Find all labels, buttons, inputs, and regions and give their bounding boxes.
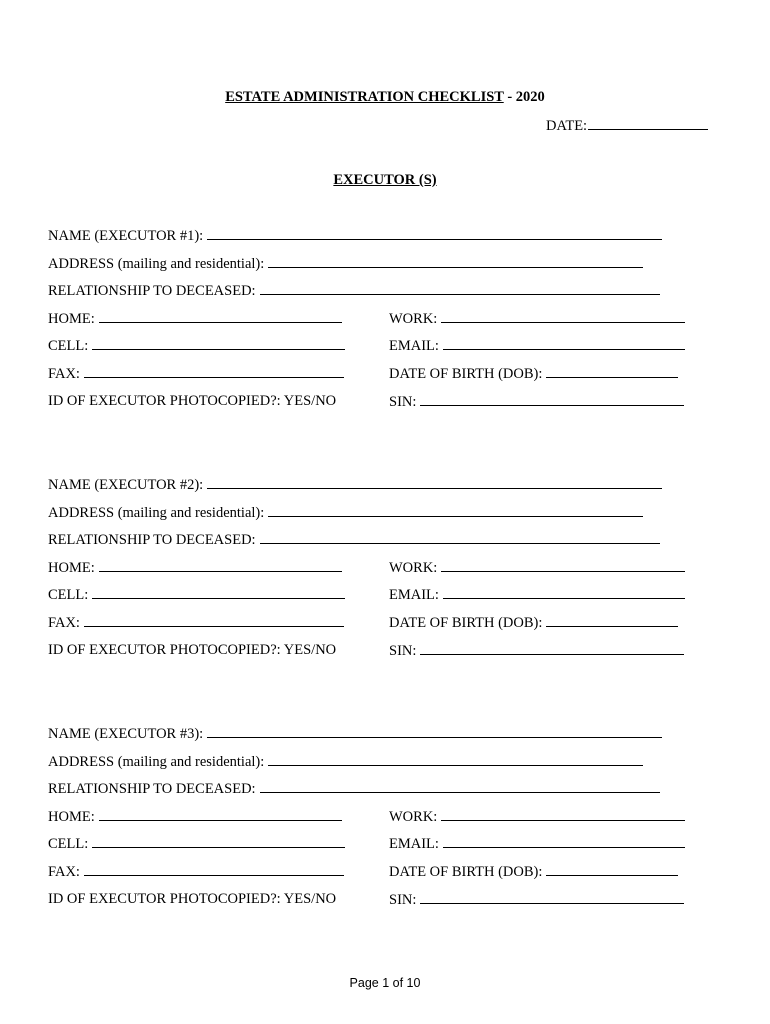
home-field[interactable]: [99, 558, 342, 572]
email-label: EMAIL:: [389, 836, 439, 852]
address-row: [48, 752, 643, 771]
title-year: - 2020: [503, 89, 545, 105]
cell-row: [48, 834, 345, 853]
work-label: WORK:: [389, 311, 438, 327]
relationship-label: RELATIONSHIP TO DECEASED:: [48, 532, 256, 548]
fax-field[interactable]: [84, 364, 344, 378]
address-label: ADDRESS (mailing and residential):: [48, 256, 265, 272]
relationship-field[interactable]: [260, 530, 660, 544]
section-heading: EXECUTOR (S): [333, 172, 437, 188]
email-field[interactable]: [443, 336, 685, 350]
id-photocopied-row: [48, 392, 336, 410]
sin-label: SIN:: [389, 394, 417, 410]
sin-row: [389, 641, 684, 660]
relationship-row: [48, 281, 660, 300]
relationship-label: RELATIONSHIP TO DECEASED:: [48, 781, 256, 797]
home-label: HOME:: [48, 311, 95, 327]
cell-row: [48, 585, 345, 604]
sin-field[interactable]: [420, 890, 684, 904]
address-row: [48, 503, 643, 522]
executor-block: [48, 724, 728, 914]
page-footer: Page 1 of 10: [349, 976, 421, 990]
work-label: WORK:: [389, 809, 438, 825]
dob-label: DATE OF BIRTH (DOB):: [389, 366, 543, 382]
email-field[interactable]: [443, 585, 685, 599]
work-field[interactable]: [441, 558, 685, 572]
work-label: WORK:: [389, 560, 438, 576]
email-field[interactable]: [443, 834, 685, 848]
fax-field[interactable]: [84, 613, 344, 627]
sin-row: [389, 392, 684, 411]
cell-label: CELL:: [48, 836, 89, 852]
name-row: [48, 226, 662, 245]
address-label: ADDRESS (mailing and residential):: [48, 754, 265, 770]
cell-field[interactable]: [92, 585, 345, 599]
address-field[interactable]: [268, 254, 643, 268]
sin-label: SIN:: [389, 892, 417, 908]
relationship-row: [48, 530, 660, 549]
relationship-field[interactable]: [260, 281, 660, 295]
date-field[interactable]: [588, 116, 708, 130]
document-title: [0, 88, 770, 106]
dob-row: [389, 364, 678, 383]
fax-row: [48, 364, 344, 383]
cell-row: [48, 336, 345, 355]
home-label: HOME:: [48, 809, 95, 825]
email-row: [389, 585, 685, 604]
id-photocopied-row: [48, 641, 336, 659]
name-label: NAME (EXECUTOR #3):: [48, 726, 204, 742]
sin-field[interactable]: [420, 392, 684, 406]
home-field[interactable]: [99, 807, 342, 821]
id-photocopied-label: ID OF EXECUTOR PHOTOCOPIED?: YES/NO: [48, 642, 337, 658]
date-label: DATE:: [546, 118, 588, 134]
email-row: [389, 834, 685, 853]
name-label: NAME (EXECUTOR #1):: [48, 228, 204, 244]
home-row: [48, 558, 342, 577]
address-field[interactable]: [268, 503, 643, 517]
name-field[interactable]: [207, 724, 662, 738]
cell-label: CELL:: [48, 587, 89, 603]
executor-block: [48, 226, 728, 416]
name-field[interactable]: [207, 226, 662, 240]
sin-label: SIN:: [389, 643, 417, 659]
dob-label: DATE OF BIRTH (DOB):: [389, 864, 543, 880]
id-photocopied-label: ID OF EXECUTOR PHOTOCOPIED?: YES/NO: [48, 393, 337, 409]
dob-row: [389, 613, 678, 632]
fax-row: [48, 613, 344, 632]
relationship-field[interactable]: [260, 779, 660, 793]
fax-label: FAX:: [48, 864, 80, 880]
home-field[interactable]: [99, 309, 342, 323]
dob-field[interactable]: [546, 862, 678, 876]
cell-field[interactable]: [92, 834, 345, 848]
fax-field[interactable]: [84, 862, 344, 876]
fax-label: FAX:: [48, 615, 80, 631]
executor-block: [48, 475, 728, 665]
work-field[interactable]: [441, 309, 685, 323]
name-row: [48, 475, 662, 494]
work-row: [389, 558, 685, 577]
email-row: [389, 336, 685, 355]
work-row: [389, 807, 685, 826]
dob-row: [389, 862, 678, 881]
sin-field[interactable]: [420, 641, 684, 655]
cell-field[interactable]: [92, 336, 345, 350]
cell-label: CELL:: [48, 338, 89, 354]
email-label: EMAIL:: [389, 587, 439, 603]
work-field[interactable]: [441, 807, 685, 821]
name-field[interactable]: [207, 475, 662, 489]
dob-field[interactable]: [546, 613, 678, 627]
name-row: [48, 724, 662, 743]
id-photocopied-row: [48, 890, 336, 908]
sin-row: [389, 890, 684, 909]
email-label: EMAIL:: [389, 338, 439, 354]
relationship-row: [48, 779, 660, 798]
id-photocopied-label: ID OF EXECUTOR PHOTOCOPIED?: YES/NO: [48, 891, 337, 907]
address-field[interactable]: [268, 752, 643, 766]
address-label: ADDRESS (mailing and residential):: [48, 505, 265, 521]
fax-label: FAX:: [48, 366, 80, 382]
name-label: NAME (EXECUTOR #2):: [48, 477, 204, 493]
home-row: [48, 309, 342, 328]
dob-label: DATE OF BIRTH (DOB):: [389, 615, 543, 631]
home-row: [48, 807, 342, 826]
home-label: HOME:: [48, 560, 95, 576]
relationship-label: RELATIONSHIP TO DECEASED:: [48, 283, 256, 299]
address-row: [48, 254, 643, 273]
title-text: ESTATE ADMINISTRATION CHECKLIST: [225, 89, 504, 105]
work-row: [389, 309, 685, 328]
dob-field[interactable]: [546, 364, 678, 378]
date-row: [546, 116, 708, 135]
fax-row: [48, 862, 344, 881]
